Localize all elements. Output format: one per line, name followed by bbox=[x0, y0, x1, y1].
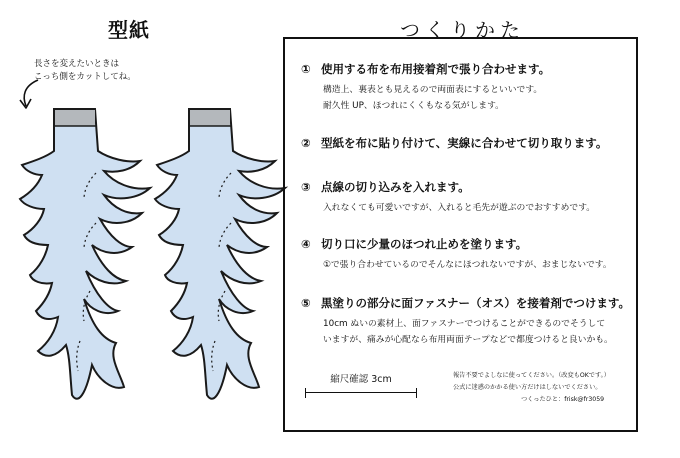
fastener-patch-right bbox=[190, 110, 230, 126]
credit-block bbox=[453, 370, 631, 406]
credit-line: 公式に迷惑のかかる使い方だけはしないでください。 bbox=[453, 384, 602, 391]
step-title: 点線の切り込みを入れます。 bbox=[321, 180, 470, 194]
step-number: ② bbox=[301, 136, 311, 150]
step-body: ①で張り合わせているのでそんなにほつれないですが、おまじないです。 bbox=[323, 260, 612, 270]
step-body: 構造上、裏表とも見えるので両面表にするといいです。 耐久性 UP、ほつれにくくもなる気がします。 bbox=[323, 85, 543, 111]
step-body: 10cm ぬいの素材上、面ファスナーでつけることができるのでそうして いますが、痛みが心配なら布用両面テープなどで都度つけると良いかも。 bbox=[323, 319, 613, 345]
pattern-piece-left bbox=[20, 109, 150, 399]
fastener-patch-left bbox=[55, 110, 95, 126]
pattern-piece-right bbox=[155, 109, 285, 399]
step-4 bbox=[301, 236, 630, 274]
instructions-panel bbox=[283, 37, 638, 432]
step-number: ① bbox=[301, 62, 311, 76]
step-3 bbox=[301, 179, 630, 217]
step-title: 使用する布を布用接着剤で張り合わせます。 bbox=[321, 62, 551, 76]
credit-line: 報告不要でよしなに使ってください。（改変もOKです。） bbox=[453, 372, 610, 379]
credit-author: つくったひと：frisk@fr3059 bbox=[521, 396, 605, 403]
step-1 bbox=[301, 61, 630, 114]
step-title: 型紙を布に貼り付けて、実線に合わせて切り取ります。 bbox=[321, 136, 608, 150]
step-number: ③ bbox=[301, 180, 311, 194]
step-number: ④ bbox=[301, 237, 311, 251]
step-5 bbox=[301, 295, 630, 348]
cut-note: 長さを変えたいときは こっち側をカットしてね。 bbox=[34, 59, 136, 82]
step-title: 黒塗りの部分に面ファスナー（オス）を接着剤でつけます。 bbox=[321, 296, 631, 310]
pattern-title: 型紙 bbox=[108, 18, 150, 42]
instructions-title: つくりかた bbox=[400, 18, 525, 42]
step-title: 切り口に少量のほつれ止めを塗ります。 bbox=[321, 237, 528, 251]
scale-bar bbox=[305, 388, 417, 398]
scale-check bbox=[305, 371, 417, 398]
step-2 bbox=[301, 135, 630, 151]
step-number: ⑤ bbox=[301, 296, 311, 310]
step-body: 入れなくても可愛いですが、入れると毛先が遊ぶのでおすすめです。 bbox=[323, 203, 596, 213]
scale-label: 縮尺確認 3cm bbox=[330, 374, 392, 385]
pattern-shapes bbox=[0, 95, 290, 455]
